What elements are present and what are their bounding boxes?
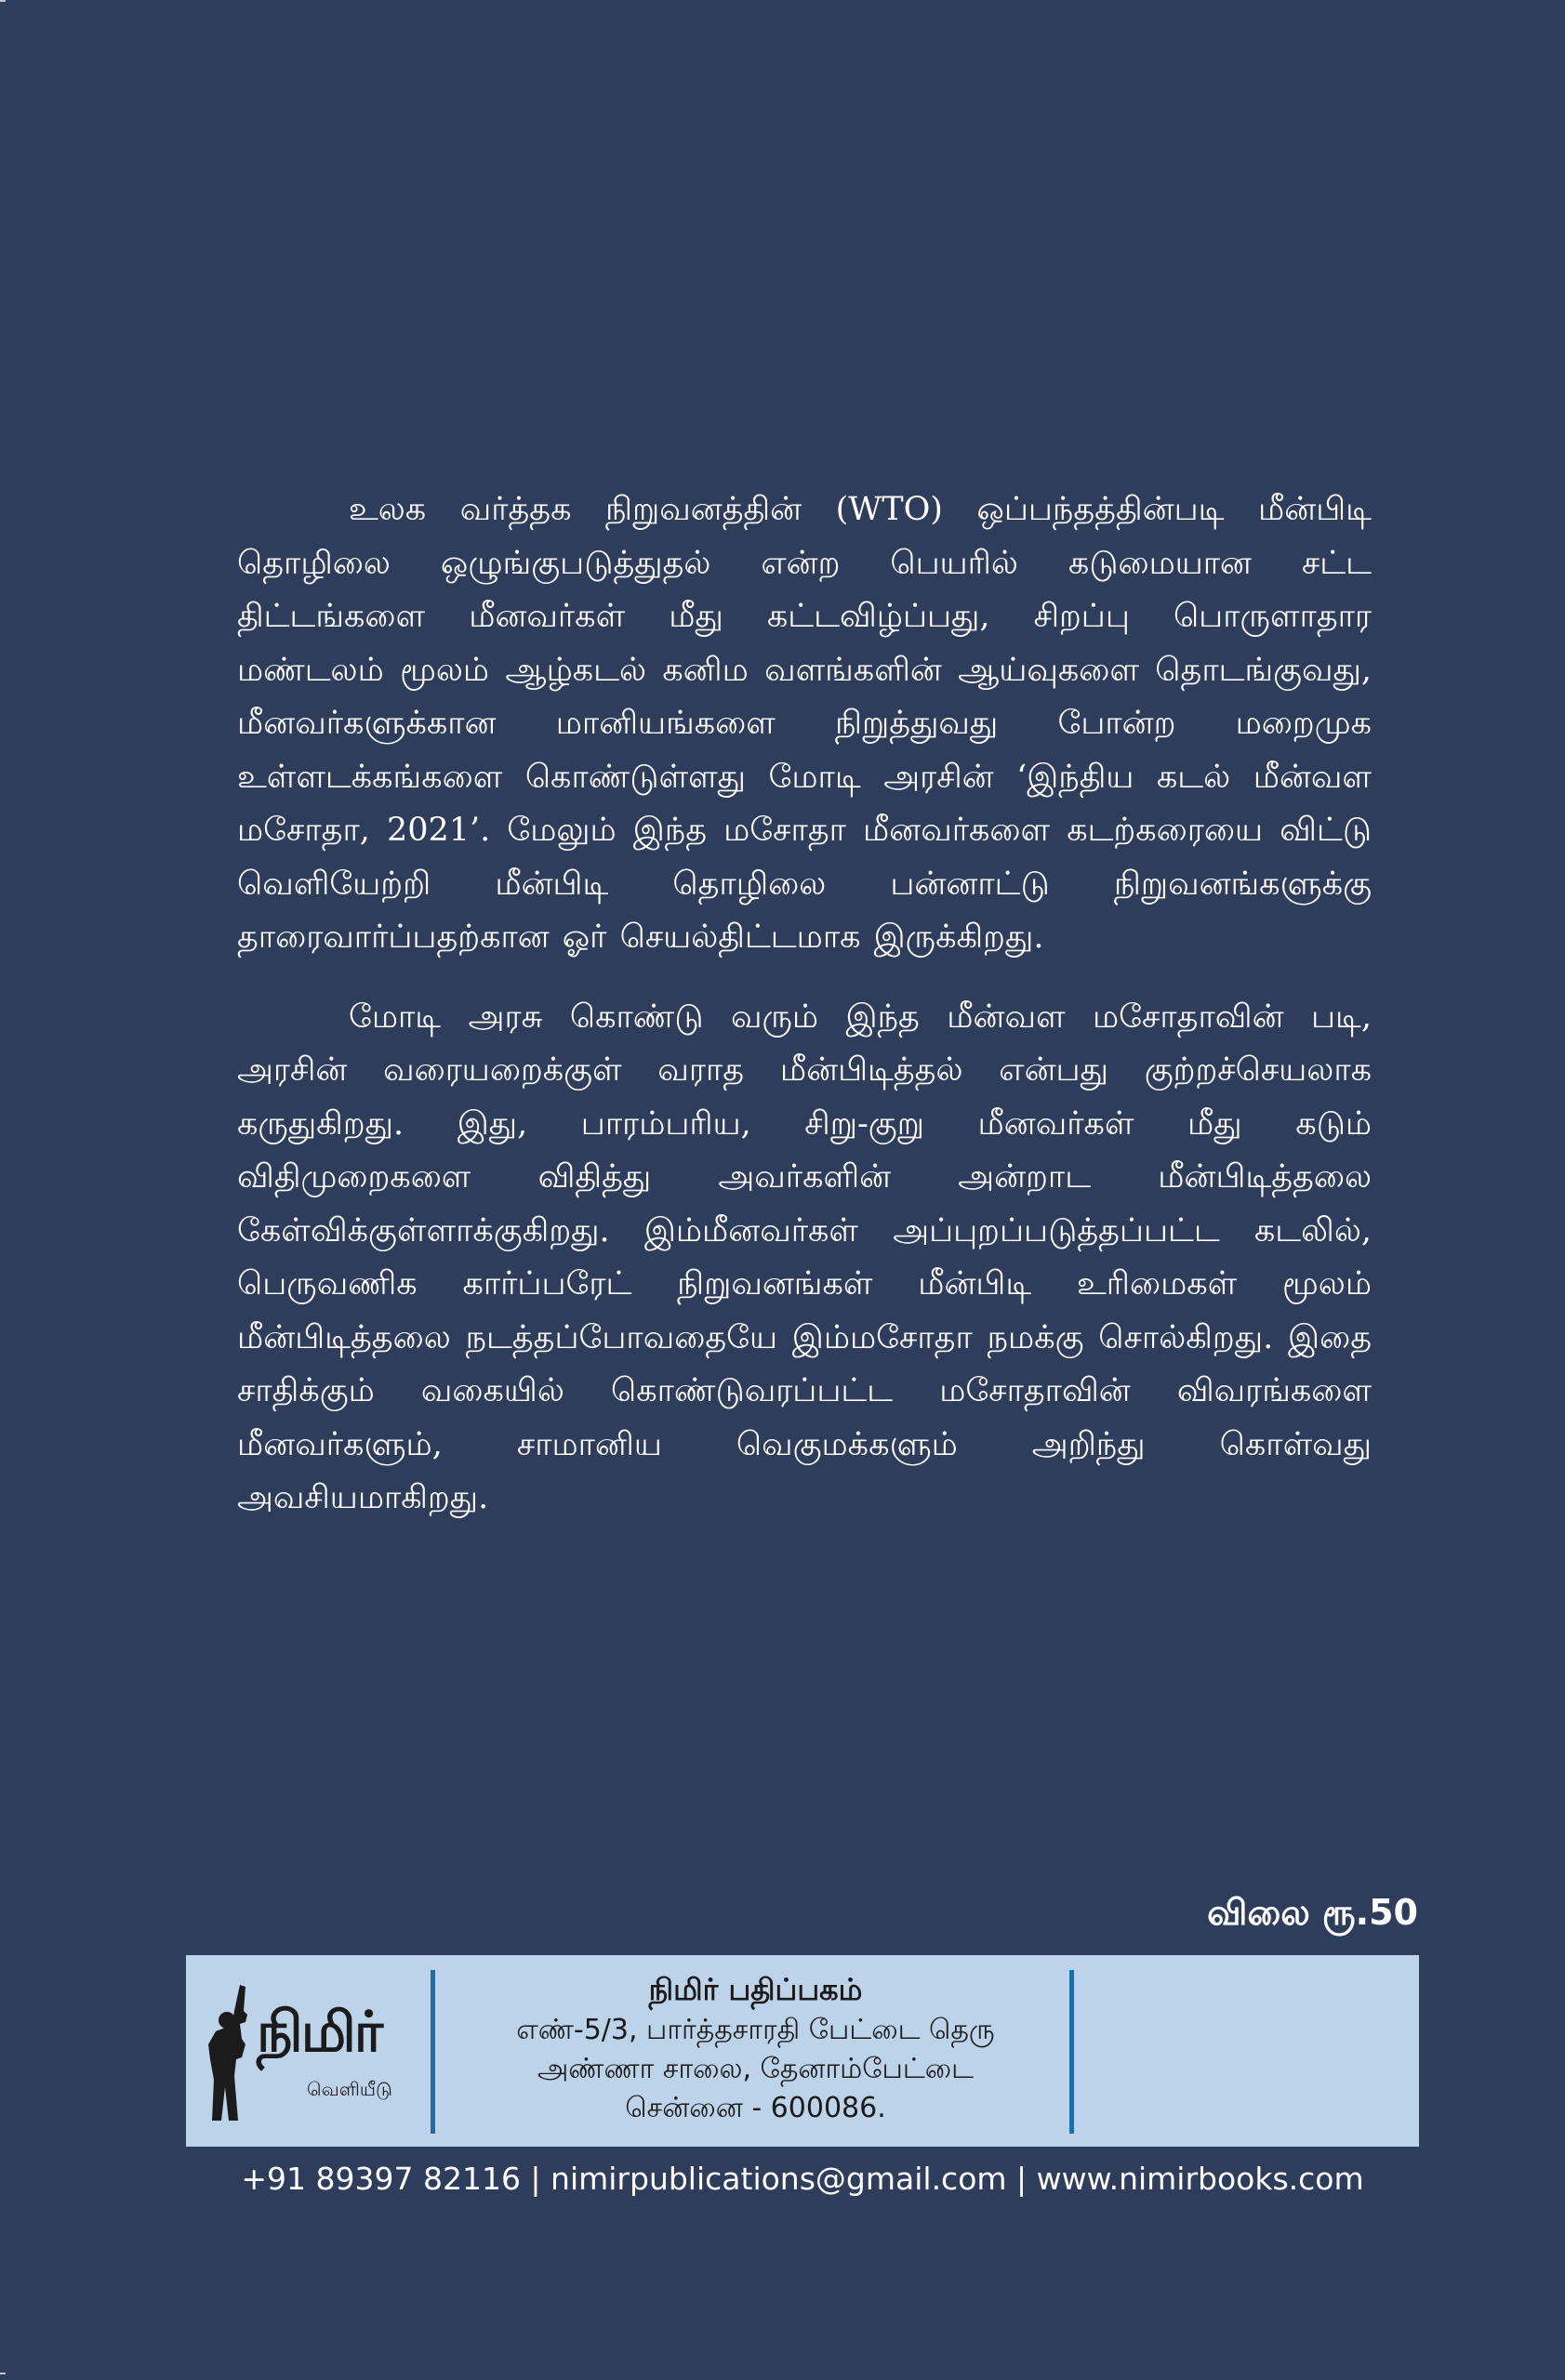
crop-mark-bottom: [0, 2373, 6, 2374]
logo-subtitle: வெளியீடு: [307, 2078, 392, 2100]
price-label: விலை ரூ.50: [1207, 1892, 1418, 1933]
contact-line: +91 89397 82116 | nimirpublications@gmail.com | www.nimirbooks.com: [241, 2161, 1364, 2197]
address-line-3: சென்னை - 600086.: [625, 2092, 886, 2124]
publisher-name: நிமிர் பதிப்பகம்: [648, 1972, 863, 2007]
back-cover-blurb: [237, 483, 1372, 1552]
divider-left: [431, 1970, 435, 2134]
logo-wordmark: நிமிர்: [257, 2000, 382, 2065]
raised-fist-figure-icon: [205, 1983, 260, 2122]
blurb-paragraph-1: உலக வர்த்தக நிறுவனத்தின் (WTO) ஒப்பந்தத்தின்படி மீன்பிடி தொழிலை ஒழுங்குபடுத்துதல் என்ற பெயரில் கடுமையான சட்ட திட்டங்களை மீனவர்கள் மீது கட்டவிழ்ப்பது, சிறப்பு பொருளாதார மண்டலம் மூலம் ஆழ்கடல் கனிம வளங்களின் ஆய்வுகளை தொடங்குவது, மீனவர்களுக்கான மானியங்களை நிறுத்துவது போன்ற மறைமுக உள்ளடக்கங்களை கொண்டுள்ளது மோடி அரசின் ‘இந்திய கடல் மீன்வள மசோதா, 2021’. மேலும் இந்த மசோதா மீனவர்களை கடற்கரையை விட்டு வெளியேற்றி மீன்பிடி தொழிலை பன்னாட்டு நிறுவனங்களுக்கு தாரைவார்ப்பதற்கான ஓர் செயல்திட்டமாக இருக்கிறது.: [237, 491, 1372, 956]
address-line-1: எண்-5/3, பார்த்தசாரதி பேட்டை தெரு: [516, 2014, 995, 2046]
publisher-address: [451, 1968, 1060, 2128]
address-line-2: அண்ணா சாலை, தேனாம்பேட்டை: [537, 2053, 975, 2085]
blurb-paragraph-2: மோடி அரசு கொண்டு வரும் இந்த மீன்வள மசோதாவின் படி, அரசின் வரையறைக்குள் வராத மீன்பிடித்தல் என்பது குற்றச்செயலாக கருதுகிறது. இது, பாரம்பரிய, சிறு-குறு மீனவர்கள் மீது கடும் விதிமுறைகளை விதித்து அவர்களின் அன்றாட மீன்பிடித்தலை கேள்விக்குள்ளாக்குகிறது. இம்மீனவர்கள் அப்புறப்படுத்தப்பட்ட கடலில், பெருவணிக கார்ப்பரேட் நிறுவனங்கள் மீன்பிடி உரிமைகள் மூலம் மீன்பிடித்தலை நடத்தப்போவதையே இம்மசோதா நமக்கு சொல்கிறது. இதை சாதிக்கும் வகையில் கொண்டுவரப்பட்ட மசோதாவின் விவரங்களை மீனவர்களும், சாமானிய வெகுமக்களும் அறிந்து கொள்வது அவசியமாகிறது.: [237, 998, 1372, 1516]
crop-mark-top: [0, 0, 6, 2]
publisher-box: [186, 1955, 1419, 2147]
divider-right: [1069, 1970, 1074, 2134]
publisher-logo: [205, 1983, 409, 2132]
